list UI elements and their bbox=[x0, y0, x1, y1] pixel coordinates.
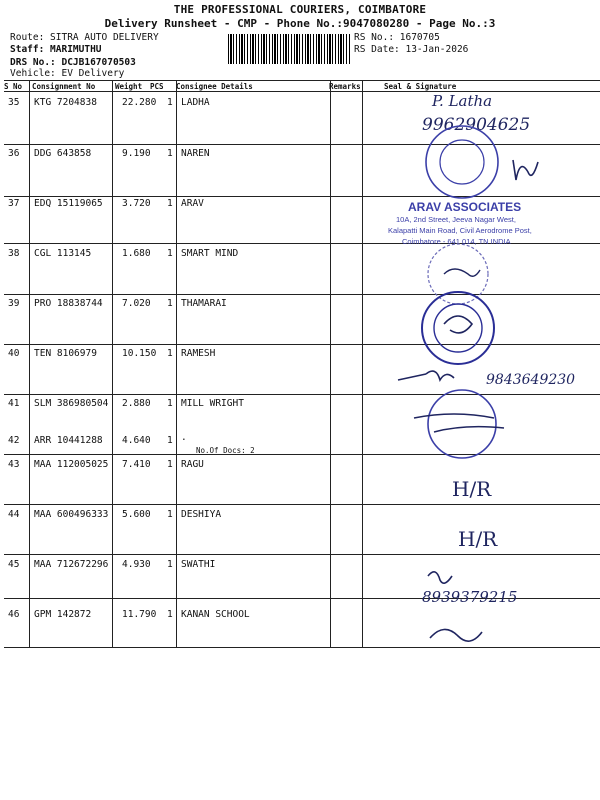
row-weight: 1.680 bbox=[122, 248, 151, 259]
row-sno: 39 bbox=[8, 298, 20, 309]
row-consignee: LADHA bbox=[181, 97, 210, 108]
hr-mark-2 bbox=[454, 520, 514, 558]
row-sno: 40 bbox=[8, 348, 20, 359]
route-label: Route: SITRA AUTO DELIVERY bbox=[10, 32, 159, 43]
row-consignment: PRO 18838744 bbox=[34, 298, 103, 309]
signature-kanan-school bbox=[424, 614, 494, 658]
row-sno: 36 bbox=[8, 148, 20, 159]
col-consignee: Consignee Details bbox=[176, 82, 253, 91]
row-consignment: EDQ 15119065 bbox=[34, 198, 103, 209]
row-weight: 9.190 bbox=[122, 148, 151, 159]
row-weight: 7.020 bbox=[122, 298, 151, 309]
row-pcs: 1 bbox=[167, 298, 173, 309]
row-pcs: 1 bbox=[167, 559, 173, 570]
row-sno: 42 bbox=[8, 435, 20, 446]
rs-date: RS Date: 13-Jan-2026 bbox=[354, 44, 469, 55]
row-consignment: KTG 7204838 bbox=[34, 97, 97, 108]
row-sno: 44 bbox=[8, 509, 20, 520]
row-consignment: CGL 113145 bbox=[34, 248, 92, 259]
col-consignment: Consignment No bbox=[32, 82, 96, 91]
svg-text:H/R: H/R bbox=[452, 477, 492, 501]
row-consignment: ARR 10441288 bbox=[34, 435, 103, 446]
arav-stamp-line3: Coimbatore - 641 014, TN INDIA bbox=[402, 237, 511, 246]
row-pcs: 1 bbox=[167, 609, 173, 620]
row-pcs: 1 bbox=[167, 398, 173, 409]
row-consignee: THAMARAI bbox=[181, 298, 227, 309]
svg-text:9962904625: 9962904625 bbox=[422, 115, 531, 135]
row-consignee: MILL WRIGHT bbox=[181, 398, 244, 409]
row-pcs: 1 bbox=[167, 348, 173, 359]
row-consignment: GPM 142872 bbox=[34, 609, 92, 620]
row-consignee: SWATHI bbox=[181, 559, 216, 570]
row-weight: 2.880 bbox=[122, 398, 151, 409]
row-sno: 38 bbox=[8, 248, 20, 259]
hr-mark-1 bbox=[448, 472, 508, 510]
row-consignment: SLM 386980504 bbox=[34, 398, 109, 409]
staff-label: Staff: MARIMUTHU bbox=[10, 44, 102, 55]
row-pcs: 1 bbox=[167, 509, 173, 520]
row-consignee: NAREN bbox=[181, 148, 210, 159]
docs-count-note: No.Of Docs: 2 bbox=[196, 446, 255, 455]
row-sno: 43 bbox=[8, 459, 20, 470]
row-consignee: SMART MIND bbox=[181, 248, 239, 259]
row-sno: 46 bbox=[8, 609, 20, 620]
col-pcs: PCS bbox=[150, 82, 164, 91]
rs-number: RS No.: 1670705 bbox=[354, 32, 440, 43]
row-consignee: RAMESH bbox=[181, 348, 216, 359]
row-pcs: 1 bbox=[167, 459, 173, 470]
svg-text:9843649230: 9843649230 bbox=[486, 372, 576, 388]
col-sno: S No bbox=[4, 82, 23, 91]
row-pcs: 1 bbox=[167, 435, 173, 446]
row-weight: 11.790 bbox=[122, 609, 157, 620]
page-subtitle: Delivery Runsheet - CMP - Phone No.:9047080280 - Page No.:3 bbox=[104, 17, 496, 30]
row-pcs: 1 bbox=[167, 198, 173, 209]
row-pcs: 1 bbox=[167, 248, 173, 259]
signature-naren bbox=[508, 150, 548, 194]
barcode bbox=[228, 34, 350, 64]
drs-label: DRS No.: DCJB167070503 bbox=[10, 57, 136, 68]
col-remarks: Remarks bbox=[329, 82, 361, 91]
svg-text:8939379215: 8939379215 bbox=[422, 588, 518, 606]
row-weight: 10.150 bbox=[122, 348, 157, 359]
row-weight: 3.720 bbox=[122, 198, 151, 209]
row-consignee: RAGU bbox=[181, 459, 204, 470]
row-consignee: KANAN SCHOOL bbox=[181, 609, 250, 620]
row-consignment: MAA 600496333 bbox=[34, 509, 109, 520]
row-consignee: DESHIYA bbox=[181, 509, 222, 520]
row-weight: 5.600 bbox=[122, 509, 151, 520]
vehicle-label: Vehicle: EV Delivery bbox=[10, 68, 125, 79]
arav-stamp-title: ARAV ASSOCIATES bbox=[408, 200, 522, 214]
row-pcs: 1 bbox=[167, 148, 173, 159]
row-weight: 4.930 bbox=[122, 559, 151, 570]
row-consignment: TEN 8106979 bbox=[34, 348, 97, 359]
row-sno: 41 bbox=[8, 398, 20, 409]
row-weight: 22.280 bbox=[122, 97, 157, 108]
arav-stamp-line2: Kalapatti Main Road, Civil Aerodrome Post, bbox=[388, 226, 532, 235]
row-consignment: MAA 712672296 bbox=[34, 559, 109, 570]
row-consignment: MAA 112005025 bbox=[34, 459, 109, 470]
company-seal-mill-wright bbox=[414, 388, 524, 464]
row-pcs: 1 bbox=[167, 97, 173, 108]
company-seal-naren bbox=[414, 122, 514, 206]
row-sno: 35 bbox=[8, 97, 20, 108]
row-sno: 37 bbox=[8, 198, 20, 209]
col-seal: Seal & Signature bbox=[384, 82, 457, 91]
row-sno: 45 bbox=[8, 559, 20, 570]
row-consignment: DDG 643858 bbox=[34, 148, 92, 159]
col-weight: Weight bbox=[115, 82, 143, 91]
arav-stamp-line1: 10A, 2nd Street, Jeeva Nagar West, bbox=[396, 215, 516, 224]
svg-text:H/R: H/R bbox=[458, 527, 498, 551]
row-consignee: . bbox=[181, 432, 187, 443]
signature-swathi bbox=[418, 566, 568, 610]
row-weight: 4.640 bbox=[122, 435, 151, 446]
row-consignee: ARAV bbox=[181, 198, 204, 209]
svg-text:P. Latha: P. Latha bbox=[432, 92, 493, 110]
row-weight: 7.410 bbox=[122, 459, 151, 470]
page-title: THE PROFESSIONAL COURIERS, COIMBATORE bbox=[173, 3, 427, 16]
